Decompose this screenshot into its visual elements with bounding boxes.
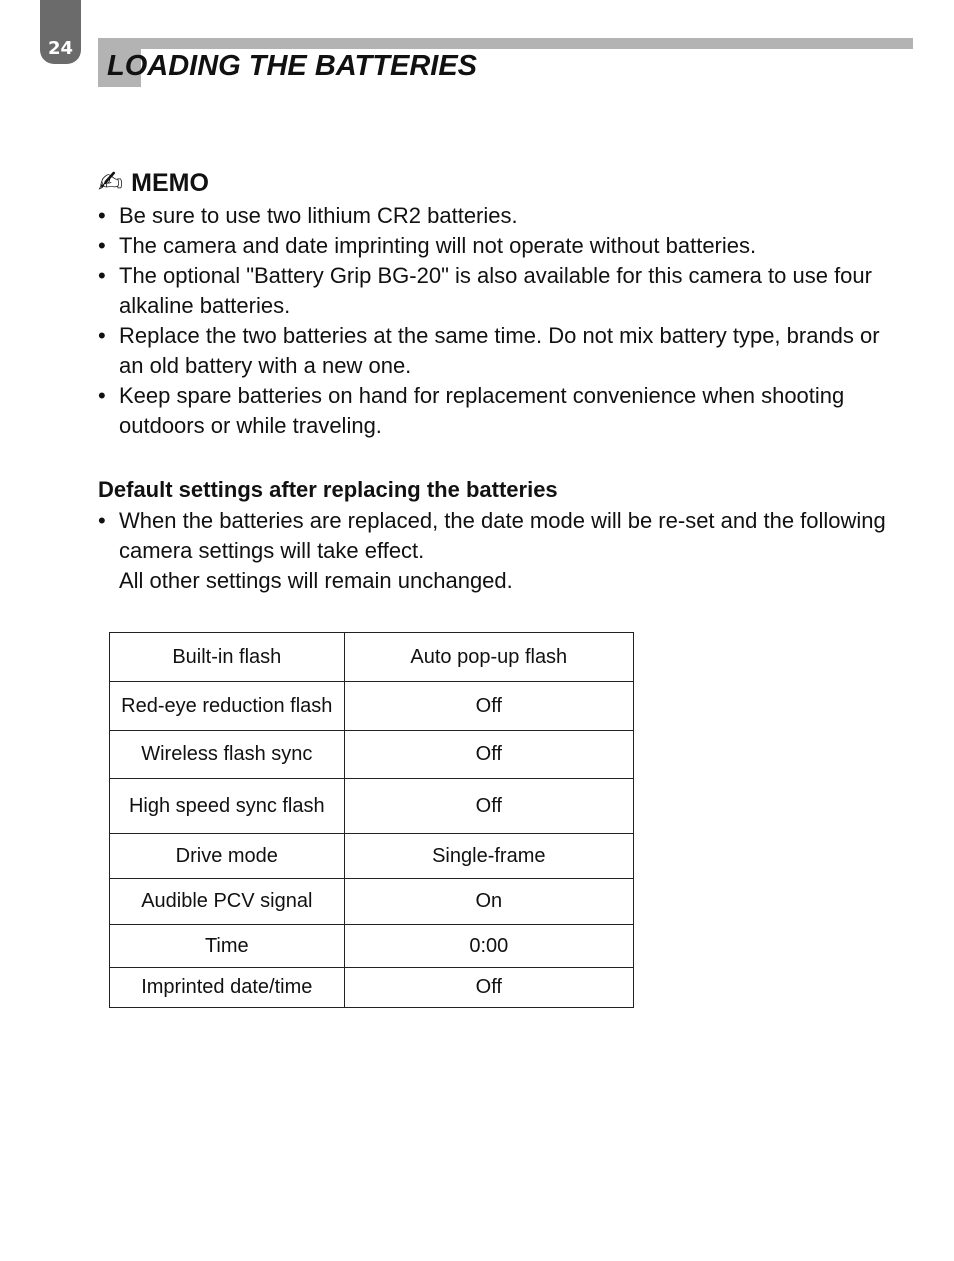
table-row [110, 925, 634, 968]
setting-value: Off [344, 731, 633, 779]
default-settings-list [98, 506, 898, 596]
setting-value: Off [344, 682, 633, 731]
setting-name: Red-eye reduction flash [110, 682, 345, 731]
header-rule [98, 38, 913, 49]
setting-name: Time [110, 925, 345, 968]
table-row [110, 731, 634, 779]
writing-hand-icon: ✍ [98, 165, 124, 200]
setting-name: Audible PCV signal [110, 879, 345, 925]
memo-list [98, 201, 898, 441]
memo-item: • Keep spare batteries on hand for replacement convenience when shooting outdoors or while traveling. [98, 381, 898, 441]
setting-value: Off [344, 779, 633, 834]
setting-name: Wireless flash sync [110, 731, 345, 779]
setting-name: Imprinted date/time [110, 968, 345, 1008]
memo-item: • The camera and date imprinting will not operate without batteries. [98, 231, 898, 261]
default-settings-heading: Default settings after replacing the batteries [98, 477, 558, 502]
memo-item: • Replace the two batteries at the same time. Do not mix battery type, brands or an old battery with a new one. [98, 321, 898, 381]
setting-value: On [344, 879, 633, 925]
page-number: 24 [47, 38, 74, 59]
default-settings-note: All other settings will remain unchanged. [119, 568, 513, 593]
memo-item: • The optional "Battery Grip BG-20" is also available for this camera to use four alkaline batteries. [98, 261, 898, 321]
default-settings-table [109, 632, 634, 1008]
setting-value: Auto pop-up flash [344, 633, 633, 682]
page-title: LOADING THE BATTERIES [107, 50, 478, 82]
memo-heading-label: MEMO [131, 168, 209, 197]
setting-name: High speed sync flash [110, 779, 345, 834]
table-row [110, 968, 634, 1008]
setting-value: Off [344, 968, 633, 1008]
setting-value: Single-frame [344, 834, 633, 879]
table-row [110, 779, 634, 834]
default-settings-line: • When the batteries are replaced, the date mode will be re-set and the following camera settings will take effect. [119, 508, 886, 563]
table-row [110, 682, 634, 731]
default-settings-item [98, 506, 898, 596]
setting-value: 0:00 [344, 925, 633, 968]
table-row [110, 633, 634, 682]
setting-name: Built-in flash [110, 633, 345, 682]
table-row [110, 834, 634, 879]
table-row [110, 879, 634, 925]
memo-heading [98, 165, 209, 200]
setting-name: Drive mode [110, 834, 345, 879]
memo-item: • Be sure to use two lithium CR2 batteries. [98, 201, 898, 231]
